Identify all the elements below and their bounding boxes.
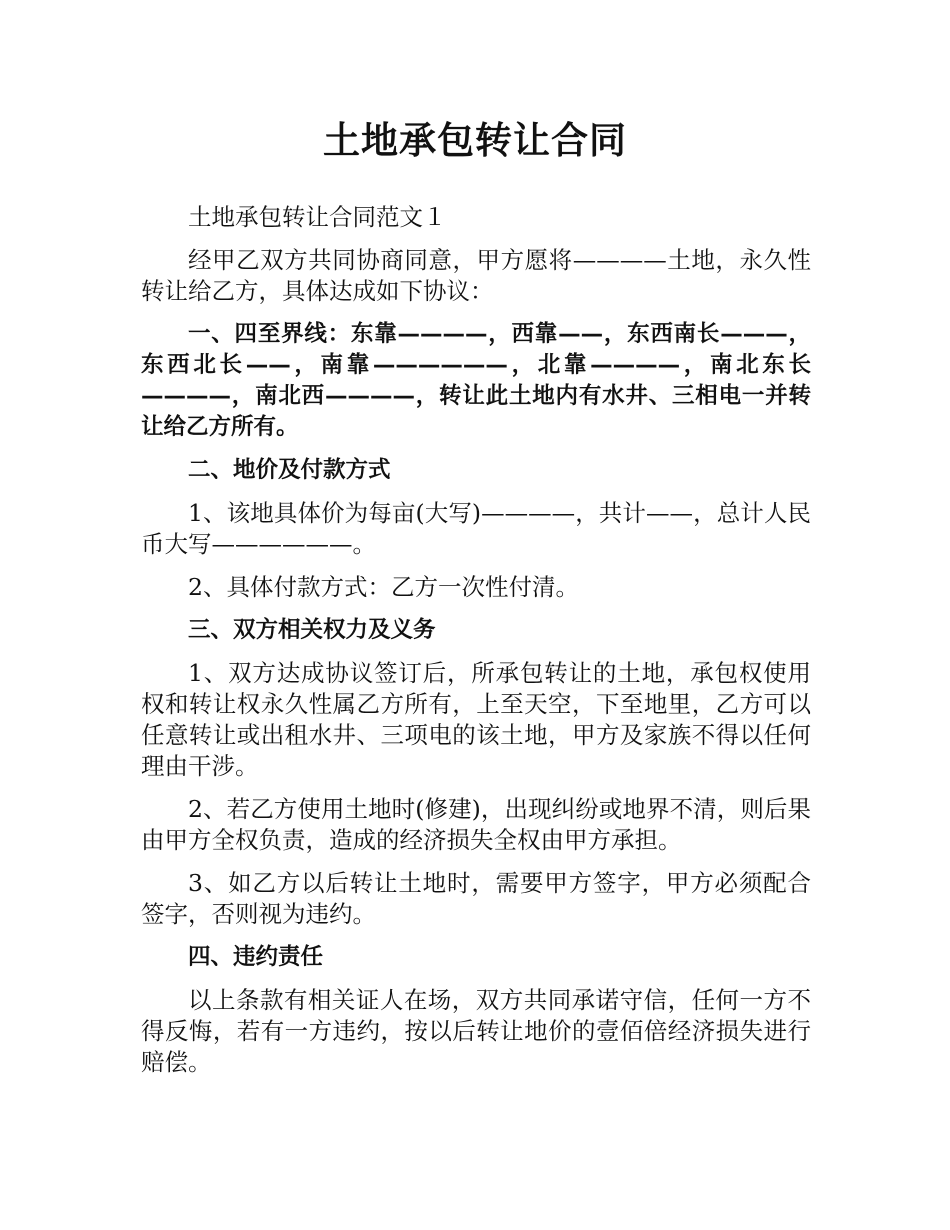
section-3-item-1: 1、双方达成协议签订后，所承包转让的土地，承包权使用权和转让权永久性属乙方所有，上至天空，下至地里，乙方可以任意转让或出租水井、三项电的该土地，甲方及家族不得以任何理由干涉。 [141,659,811,780]
section-1-boundaries: 一、四至界线：东靠————，西靠——，东西南长———，东西北长——，南靠——————，北靠————，南北东长————，南北西————，转让此土地内有水井、三相电一并转让给乙方所有。 [141,321,811,440]
section-4-heading: 四、违约责任 [188,944,324,970]
section-3-heading: 三、双方相关权力及义务 [188,617,436,643]
document-body [141,202,811,1090]
section-3-item-2: 2、若乙方使用土地时(修建)，出现纠纷或地界不清，则后果由甲方全权负责，造成的经济损失全权由甲方承担。 [141,795,811,854]
section-4-text: 以上条款有相关证人在场，双方共同承诺守信，任何一方不得反悔，若有一方违约，按以后转让地价的壹佰倍经济损失进行赔偿。 [141,986,811,1076]
document-subtitle: 土地承包转让合同范文１ [188,203,447,231]
intro-paragraph: 经甲乙双方共同协商同意，甲方愿将————土地，永久性转让给乙方，具体达成如下协议： [141,246,811,305]
section-2-item-1: 1、该地具体价为每亩(大写)————，共计——，总计人民币大写——————。 [141,499,811,558]
section-3-item-3: 3、如乙方以后转让土地时，需要甲方签字，甲方必须配合签字，否则视为违约。 [141,869,811,928]
section-2-heading: 二、地价及付款方式 [188,457,391,483]
section-2-item-2: 2、具体付款方式：乙方一次性付清。 [188,573,579,601]
document-title: 土地承包转让合同 [323,119,627,162]
